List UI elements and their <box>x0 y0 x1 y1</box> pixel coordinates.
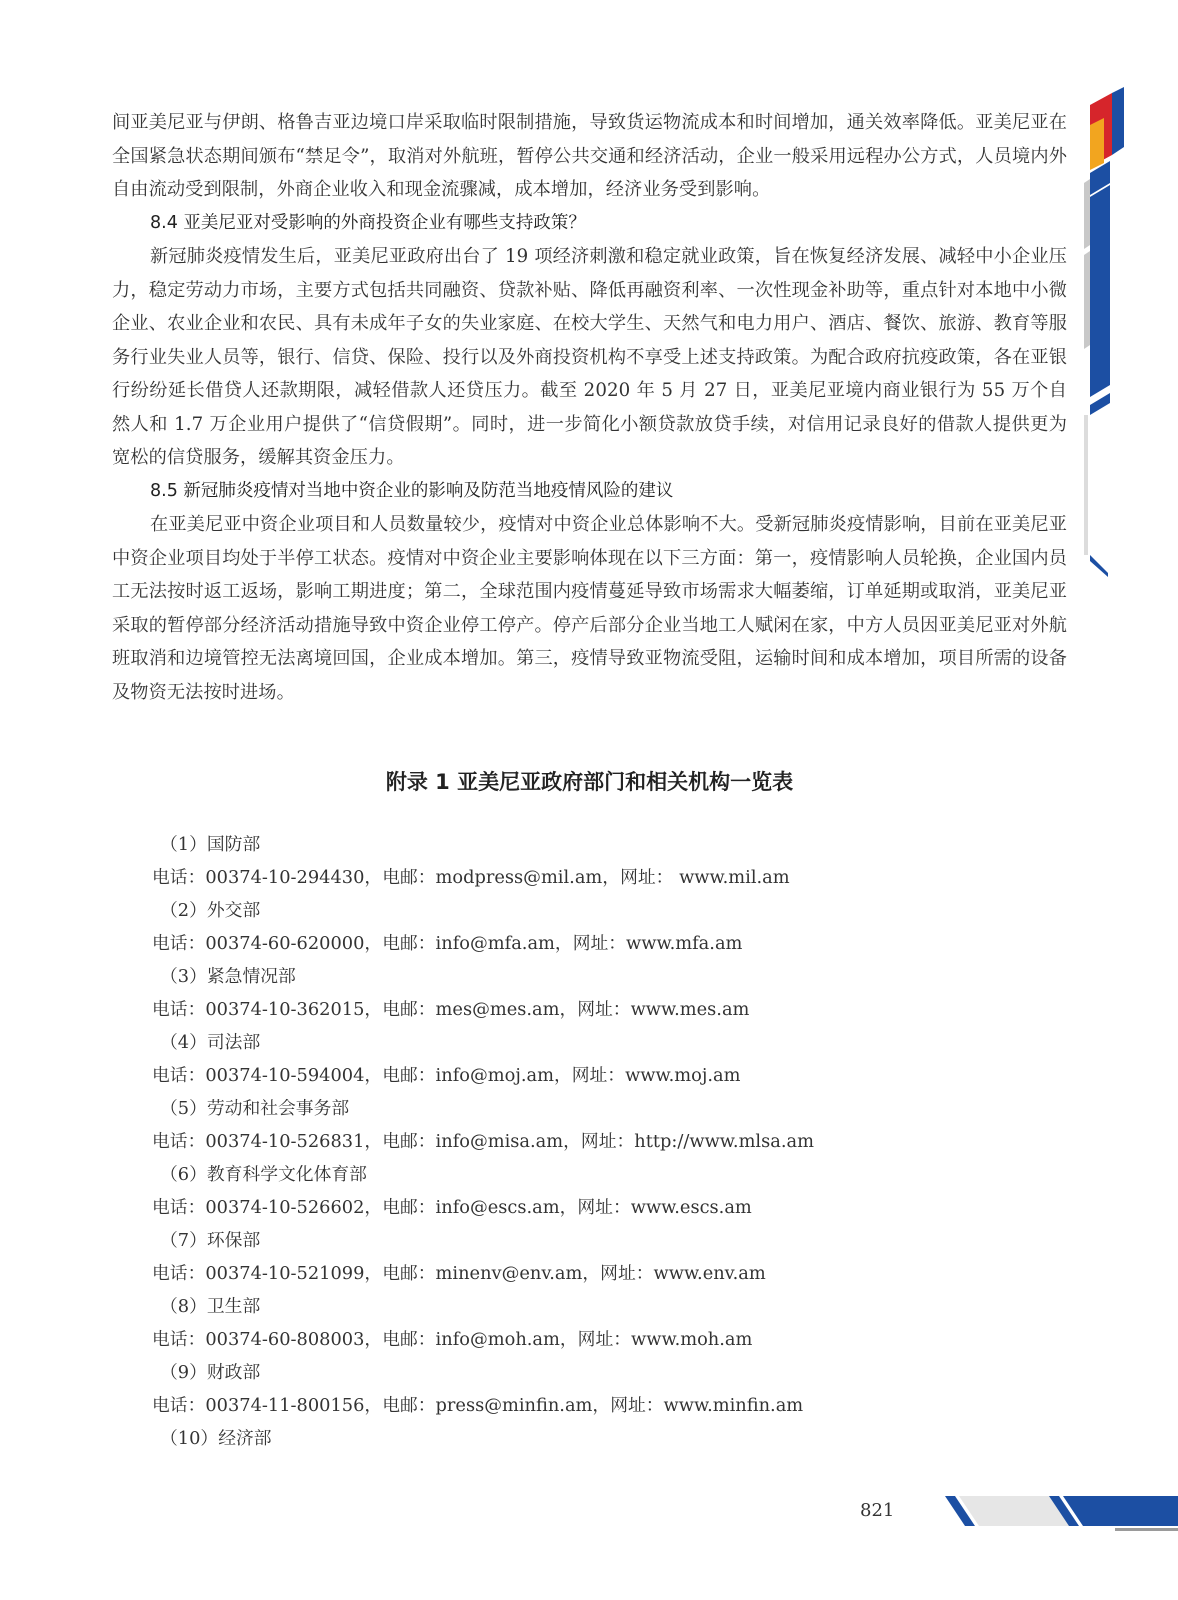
agency-name: （10）经济部 <box>160 1428 272 1449</box>
agency-contact: 电话：00374-10-362015，电邮：mes@mes.am，网址：www.mes.am <box>152 999 750 1020</box>
side-decoration <box>1080 85 1178 585</box>
section-body-8-4: 新冠肺炎疫情发生后，亚美尼亚政府出台了 19 项经济刺激和稳定就业政策，旨在恢复经济发展、减轻中小企业压力，稳定劳动力市场，主要方式包括共同融资、贷款补贴、降低再融资利率、一次性现金补助等，重点针对本地中小微企业、农业企业和农民、具有未成年子女的失业家庭、在校大学生、天然气和电力用户、酒店、餐饮、旅游、教育等服务行业失业人员等，银行、信贷、保险、投行以及外商投资机构不享受上述支持政策。为配合政府抗疫政策，各在亚银行纷纷延长借贷人还款期限，减轻借款人还贷压力。截至 2020 年 5 月 27 日，亚美尼亚境内商业银行为 55 万个自然人和 1.7 万企业用户提供了“信贷假期”。同时，进一步简化小额贷款放贷手续，对信用记录良好的借款人提供更为宽松的信贷服务，缓解其资金压力。 <box>112 246 1067 468</box>
agency-name: （6）教育科学文化体育部 <box>160 1164 367 1185</box>
section-body-8-5: 在亚美尼亚中资企业项目和人员数量较少，疫情对中资企业总体影响不大。受新冠肺炎疫情影响，目前在亚美尼亚中资企业项目均处于半停工状态。疫情对中资企业主要影响体现在以下三方面：第一，疫情影响人员轮换，企业国内员工无法按时返工返场，影响工期进度；第二，全球范围内疫情蔓延导致市场需求大幅萎缩，订单延期或取消，亚美尼亚采取的暂停部分经济活动措施导致中资企业停工停产。停产后部分企业当地工人赋闲在家，中方人员因亚美尼亚对外航班取消和边境管控无法离境回国，企业成本增加。第三，疫情导致亚物流受阻，运输时间和成本增加，项目所需的设备及物资无法按时进场。 <box>112 514 1067 703</box>
agency-contact: 电话：00374-10-294430，电邮：modpress@mil.am，网址： www.mil.am <box>152 867 790 888</box>
agency-name: （5）劳动和社会事务部 <box>160 1098 350 1119</box>
agency-name: （9）财政部 <box>160 1362 261 1383</box>
agency-contact: 电话：00374-10-526831，电邮：info@misa.am，网址：http://www.mlsa.am <box>152 1131 814 1152</box>
agency-contact: 电话：00374-10-594004，电邮：info@moj.am，网址：www.moj.am <box>152 1065 741 1086</box>
agency-contact: 电话：00374-10-526602，电邮：info@escs.am，网址：www.escs.am <box>152 1197 752 1218</box>
agency-name: （3）紧急情况部 <box>160 966 296 987</box>
appendix-title: 附录 1 亚美尼亚政府部门和相关机构一览表 <box>385 770 794 794</box>
footer-decoration <box>945 1492 1178 1532</box>
paragraph-continuation: 间亚美尼亚与伊朗、格鲁吉亚边境口岸采取临时限制措施，导致货运物流成本和时间增加，通关效率降低。亚美尼亚在全国紧急状态期间颁布“禁足令”，取消对外航班，暂停公共交通和经济活动，企业一般采用远程办公方式，人员境内外自由流动受到限制，外商企业收入和现金流骤减，成本增加，经济业务受到影响。 <box>112 112 1067 200</box>
agency-name: （8）卫生部 <box>160 1296 261 1317</box>
section-heading-8-4: 8.4 亚美尼亚对受影响的外商投资企业有哪些支持政策？ <box>150 212 586 233</box>
agency-name: （1）国防部 <box>160 834 261 855</box>
agency-contact: 电话：00374-10-521099，电邮：minenv@env.am，网址：www.env.am <box>152 1263 766 1284</box>
agency-contact: 电话：00374-60-620000，电邮：info@mfa.am，网址：www.mfa.am <box>152 933 743 954</box>
page-number: 821 <box>860 1500 895 1521</box>
agency-name: （7）环保部 <box>160 1230 261 1251</box>
agency-contact: 电话：00374-60-808003，电邮：info@moh.am，网址：www.moh.am <box>152 1329 753 1350</box>
section-heading-8-5: 8.5 新冠肺炎疫情对当地中资企业的影响及防范当地疫情风险的建议 <box>150 480 674 501</box>
agency-list <box>152 828 1052 1455</box>
agency-contact: 电话：00374-11-800156，电邮：press@minfin.am，网址：www.minfin.am <box>152 1395 804 1416</box>
agency-name: （4）司法部 <box>160 1032 261 1053</box>
agency-name: （2）外交部 <box>160 900 261 921</box>
